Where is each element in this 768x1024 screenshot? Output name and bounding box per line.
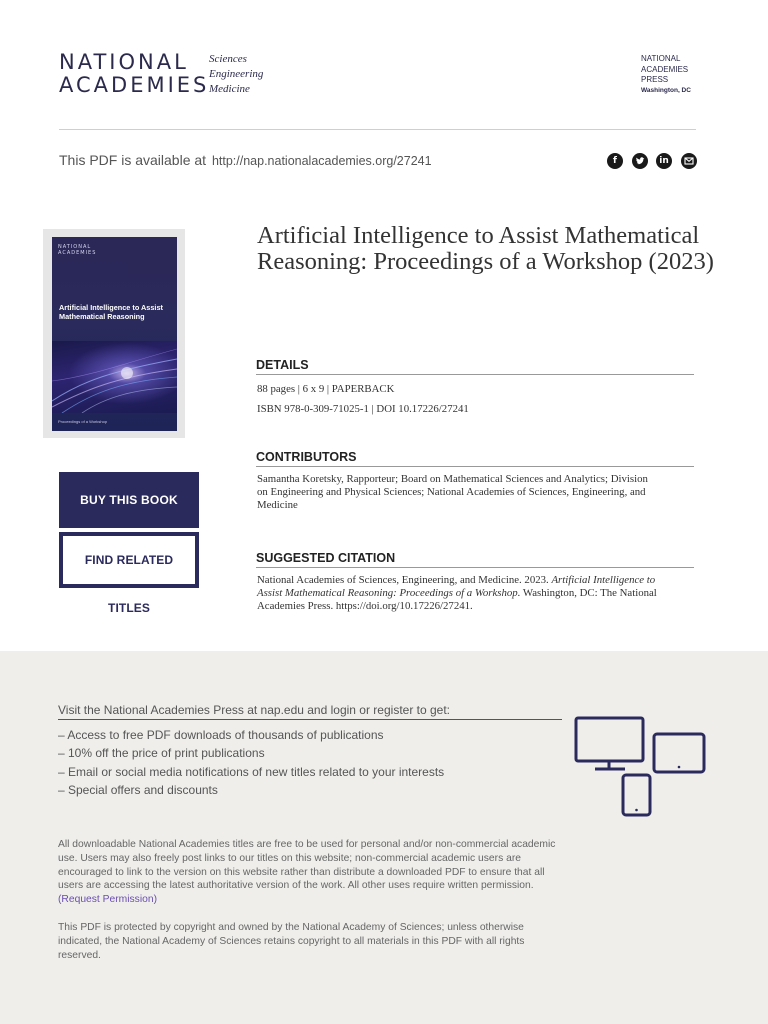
facebook-icon[interactable]: f	[607, 153, 623, 169]
find-related-titles-label: FIND RELATED TITLES	[63, 536, 195, 584]
devices-illustration-icon	[573, 716, 709, 820]
contributors-divider	[256, 466, 694, 467]
national-academies-logo[interactable]	[59, 51, 209, 97]
citation-divider	[256, 567, 694, 568]
contributors-text: Samantha Koretsky, Rapporteur; Board on Mathematical Sciences and Analytics; Division on Engineering and Physical Sciences; National Academies of Sciences, Engineering, and Medicine	[257, 473, 648, 511]
citation-prefix: National Academies of Sciences, Engineering, and Medicine. 2023.	[257, 574, 552, 586]
logo-divisions	[209, 52, 263, 97]
citation-heading: SUGGESTED CITATION	[256, 551, 396, 565]
details-heading: DETAILS	[256, 358, 309, 372]
linkedin-icon[interactable]: in	[656, 153, 672, 169]
details-format: 88 pages | 6 x 9 | PAPERBACK	[257, 383, 395, 395]
usage-terms	[58, 838, 566, 907]
cover-logo	[58, 244, 96, 256]
copyright-notice: This PDF is protected by copyright and owned by the National Academy of Sciences; unless otherwise indicated, the National Academy of Sciences retains copyright to all materials in this PDF with all rights reserved.	[58, 922, 525, 961]
book-cover[interactable]	[52, 237, 177, 431]
cover-title: Artificial Intelligence to Assist Mathematical Reasoning	[59, 303, 163, 321]
contributors-heading: CONTRIBUTORS	[256, 450, 357, 464]
benefit-item: – Email or social media notifications of new titles related to your interests	[58, 765, 445, 779]
logo-line-2: ACADEMIES	[59, 73, 210, 97]
availability-label: This PDF is available at	[59, 152, 207, 168]
book-title: Artificial Intelligence to Assist Mathematical Reasoning: Proceedings of a Workshop (2023)	[257, 222, 714, 275]
benefit-item: – Access to free PDF downloads of thousands of publications	[58, 728, 384, 742]
availability-line	[59, 152, 432, 168]
nap-press-logo[interactable]	[641, 54, 691, 96]
header-divider	[59, 129, 696, 130]
cover-light-streaks-image	[52, 341, 177, 413]
email-icon[interactable]	[681, 153, 697, 169]
cover-footer: Proceedings of a Workshop	[58, 419, 108, 424]
citation-text	[257, 574, 657, 613]
press-city: Washington, DC	[641, 86, 691, 94]
logo-line-1: NATIONAL	[59, 50, 189, 74]
visit-nap-text: Visit the National Academies Press at nap.edu and login or register to get:	[58, 703, 451, 717]
citation-title: Artificial Intelligence to Assist Mathematical Reasoning: Proceedings of a Workshop.	[257, 574, 656, 599]
details-isbn-doi: ISBN 978-0-309-71025-1 | DOI 10.17226/27241	[257, 403, 469, 415]
cover-logo-line-1: NATIONAL	[58, 244, 92, 250]
details-divider	[256, 374, 694, 375]
pdf-url-link[interactable]: http://nap.nationalacademies.org/27241	[211, 154, 432, 168]
press-line-2: ACADEMIES	[641, 64, 689, 74]
promo-divider	[58, 719, 562, 720]
benefit-item: – 10% off the price of print publications	[58, 746, 265, 760]
find-related-titles-button[interactable]	[59, 532, 199, 615]
division-medicine: Medicine	[209, 83, 250, 95]
citation-suffix: Washington, DC: The National Academies Press. https://doi.org/10.17226/27241.	[257, 587, 657, 612]
twitter-icon[interactable]	[632, 153, 648, 169]
division-engineering: Engineering	[209, 68, 264, 80]
buy-this-book-button[interactable]: BUY THIS BOOK	[59, 472, 199, 528]
press-line-3: PRESS	[641, 75, 669, 84]
press-line-1: NATIONAL	[641, 54, 681, 63]
benefit-item: – Special offers and discounts	[58, 783, 218, 797]
cover-logo-line-2: ACADEMIES	[58, 250, 97, 256]
request-permission-link[interactable]: (Request Permission)	[58, 894, 157, 906]
usage-text: All downloadable National Academies titles are free to be used for personal and/or non-commercial academic use. Users may also freely post links to our titles on this website; non-commercial academic users are encouraged to link to the version on this website rather than distribute a downloaded PDF to ensure that all users are accessing the latest authoritative version of the work. All other uses require written permission.	[58, 839, 556, 892]
division-sciences: Sciences	[209, 53, 247, 65]
